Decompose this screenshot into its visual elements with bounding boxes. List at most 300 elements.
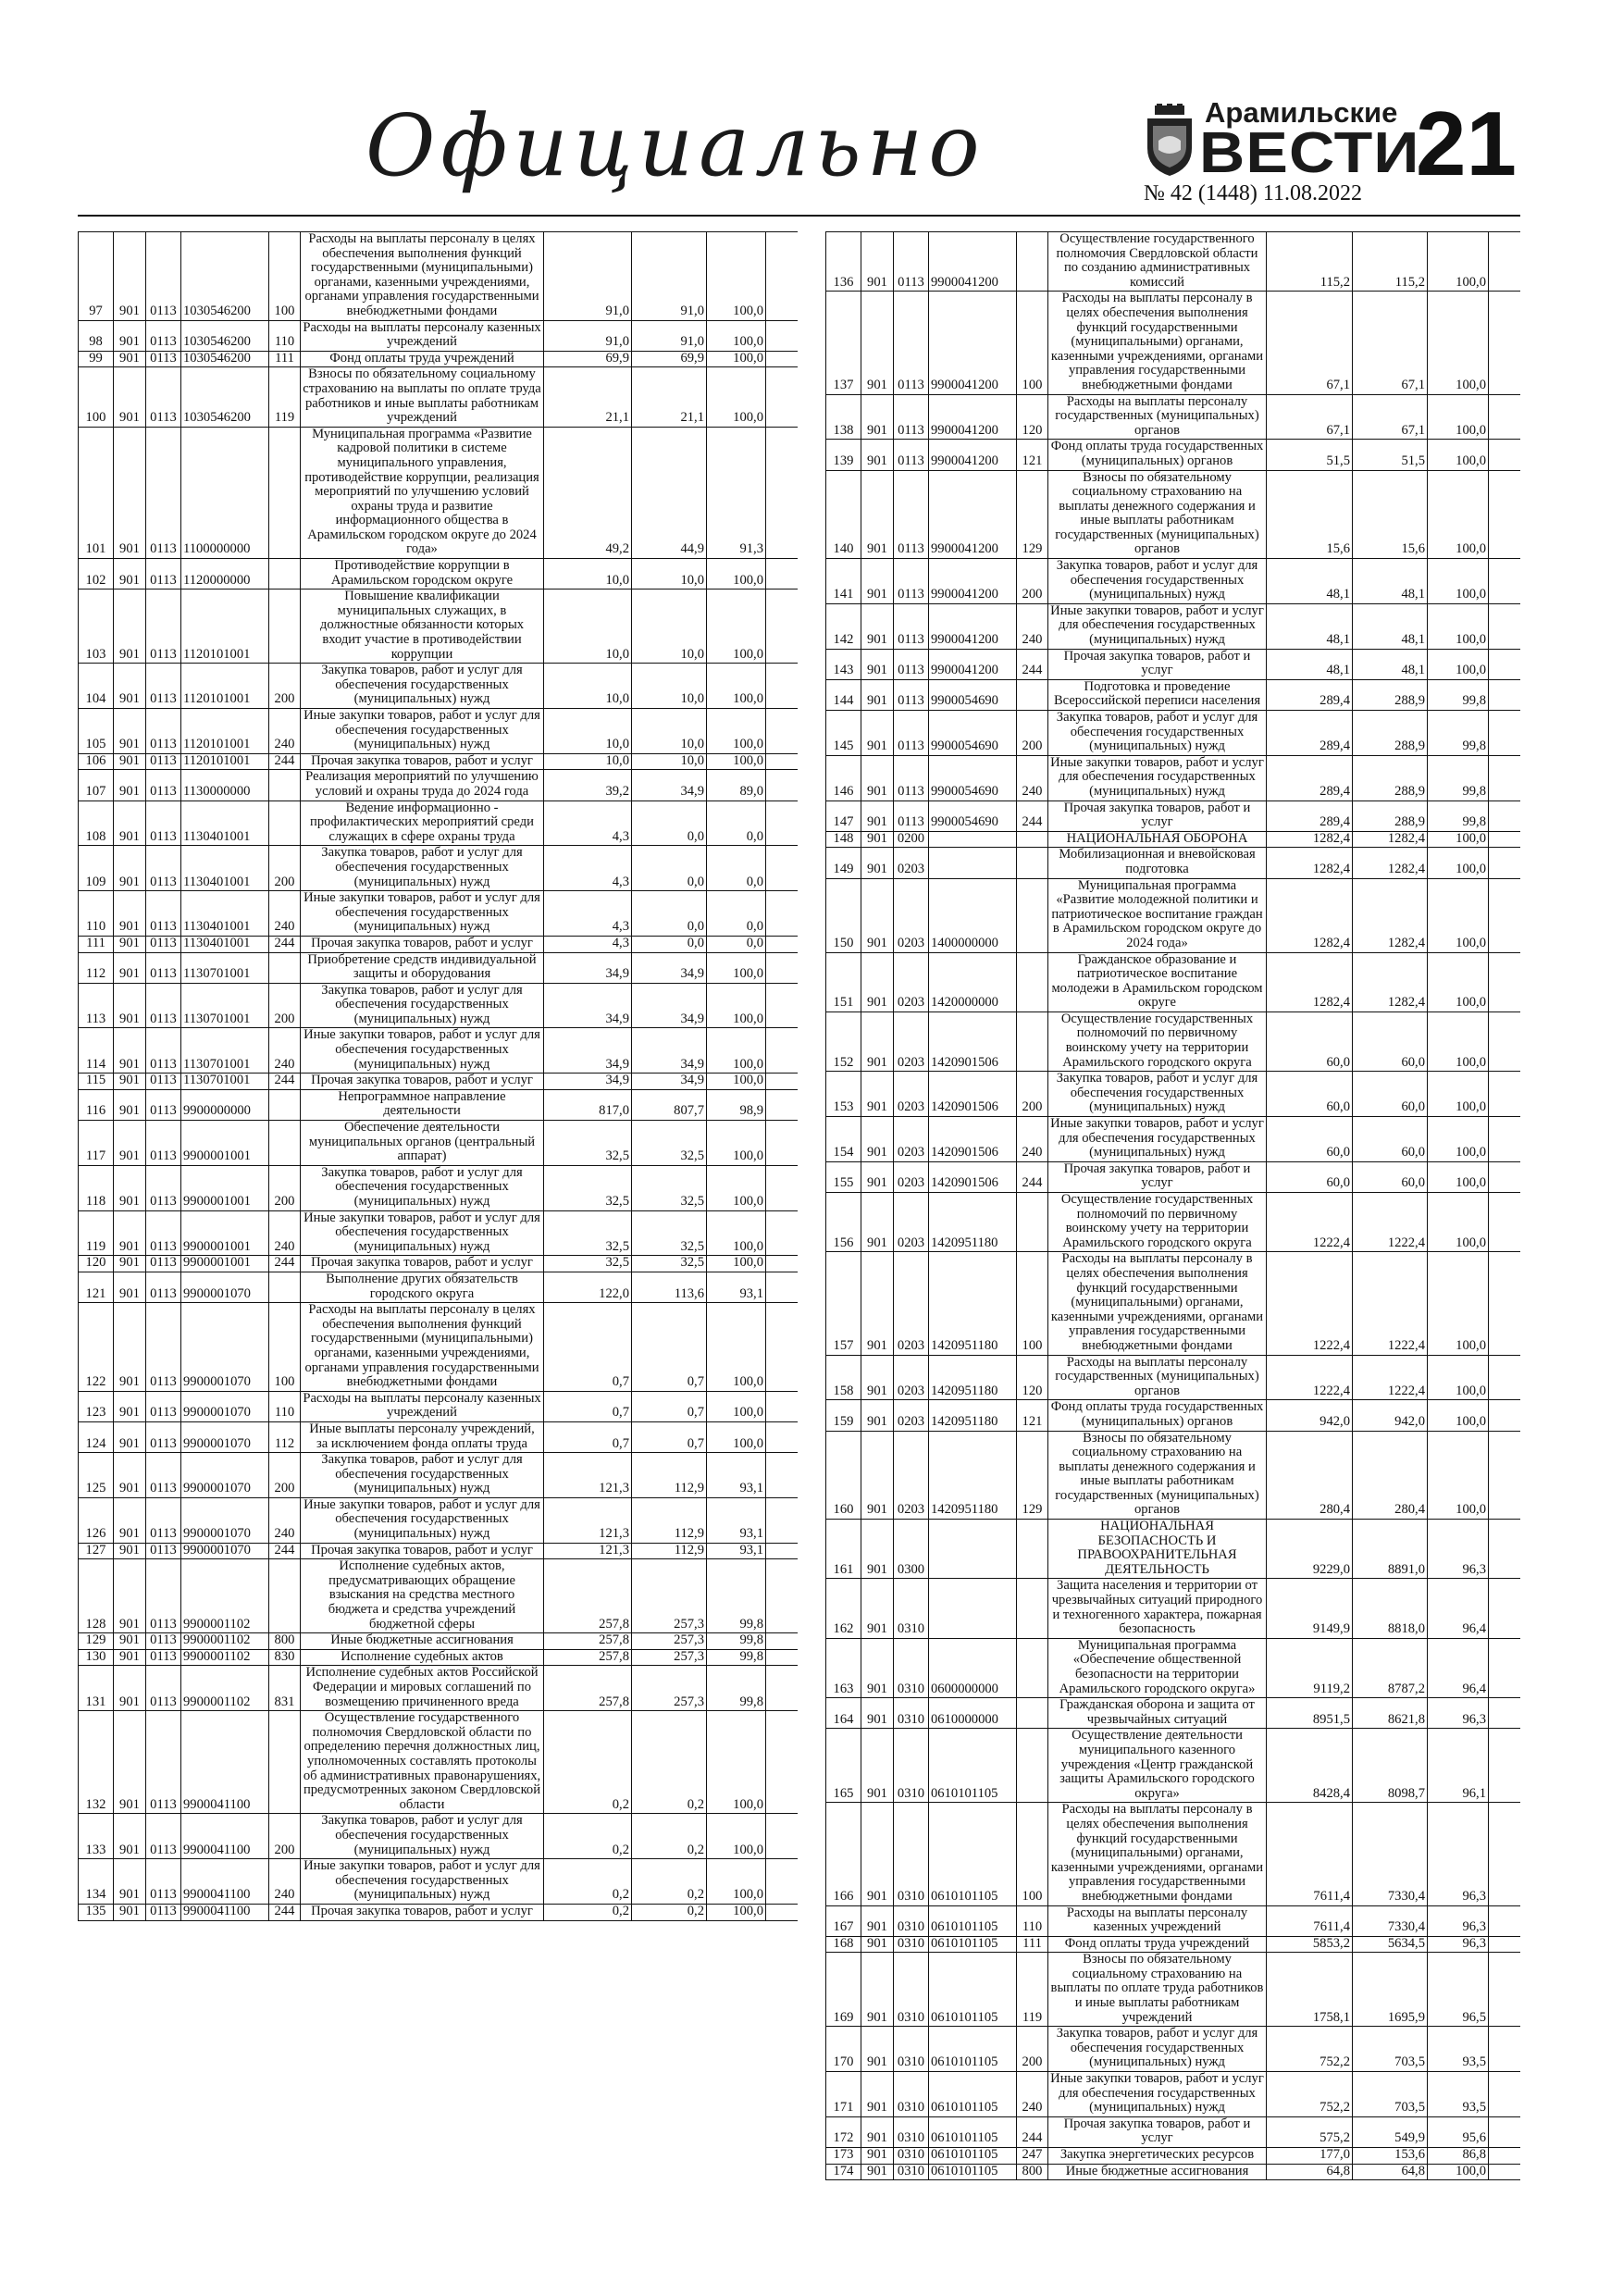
executed-amount: 942,0 bbox=[1353, 1400, 1428, 1430]
expense-type-code bbox=[1017, 1729, 1048, 1802]
table-row bbox=[825, 1400, 1520, 1431]
row-number: 139 bbox=[826, 440, 861, 469]
row-description: Закупка товаров, работ и услуг для обеспечения государственных (муниципальных) нужд bbox=[301, 1453, 544, 1497]
table-row bbox=[825, 395, 1520, 441]
execution-percent: 100,0 bbox=[1428, 471, 1489, 559]
executed-amount: 7330,4 bbox=[1353, 1803, 1428, 1905]
table-row bbox=[78, 1121, 798, 1166]
expense-type-code: 111 bbox=[269, 352, 301, 367]
execution-percent: 100,0 bbox=[707, 1256, 766, 1272]
dept-code: 901 bbox=[114, 754, 146, 770]
expense-type-code bbox=[269, 1559, 301, 1632]
planned-amount: 10,0 bbox=[544, 709, 632, 753]
dept-code: 901 bbox=[114, 1711, 146, 1813]
row-description: Прочая закупка товаров, работ и услуг bbox=[301, 1074, 544, 1089]
expense-type-code: 800 bbox=[1017, 2165, 1048, 2180]
dept-code: 901 bbox=[861, 2117, 894, 2147]
table-row bbox=[78, 1392, 798, 1422]
execution-percent: 99,8 bbox=[707, 1666, 766, 1710]
section-code: 0113 bbox=[146, 352, 181, 367]
section-code: 0113 bbox=[146, 1453, 181, 1497]
coat-of-arms-icon bbox=[1144, 104, 1196, 178]
row-number: 151 bbox=[826, 953, 861, 1011]
planned-amount: 8951,5 bbox=[1267, 1698, 1353, 1728]
planned-amount: 0,2 bbox=[544, 1814, 632, 1858]
execution-percent: 99,8 bbox=[707, 1559, 766, 1632]
section-code: 0203 bbox=[894, 1012, 929, 1071]
execution-percent: 100,0 bbox=[1428, 395, 1489, 440]
target-code: 0610101105 bbox=[929, 2148, 1017, 2164]
dept-code: 901 bbox=[114, 1544, 146, 1559]
table-row bbox=[78, 1422, 798, 1453]
executed-amount: 69,9 bbox=[632, 352, 707, 367]
row-number: 160 bbox=[826, 1432, 861, 1520]
planned-amount: 60,0 bbox=[1267, 1072, 1353, 1116]
section-code: 0203 bbox=[894, 1252, 929, 1354]
expense-type-code: 240 bbox=[269, 891, 301, 936]
row-number: 153 bbox=[826, 1072, 861, 1116]
target-code: 0600000000 bbox=[929, 1639, 1017, 1697]
planned-amount: 9149,9 bbox=[1267, 1579, 1353, 1637]
section-code: 0113 bbox=[146, 1392, 181, 1421]
page-number: 21 bbox=[1416, 93, 1518, 194]
row-number: 123 bbox=[79, 1392, 114, 1421]
row-description: Расходы на выплаты персоналу в целях обеспечения выполнения функций государственными (муниципальными) органами, казенными учреждениями, органами управления государственными внебюджетными фондами bbox=[1048, 1252, 1267, 1354]
execution-percent: 98,9 bbox=[707, 1090, 766, 1120]
planned-amount: 34,9 bbox=[544, 1074, 632, 1089]
execution-percent: 100,0 bbox=[707, 1422, 766, 1452]
section-code: 0113 bbox=[146, 984, 181, 1028]
target-code bbox=[929, 848, 1017, 877]
expense-type-code: 830 bbox=[269, 1650, 301, 1666]
expense-type-code bbox=[269, 770, 301, 800]
section-code: 0203 bbox=[894, 1400, 929, 1430]
executed-amount: 257,3 bbox=[632, 1650, 707, 1666]
expense-type-code: 240 bbox=[269, 1211, 301, 1256]
table-row bbox=[825, 2117, 1520, 2148]
executed-amount: 32,5 bbox=[632, 1211, 707, 1256]
table-row bbox=[78, 1859, 798, 1905]
executed-amount: 1282,4 bbox=[1353, 832, 1428, 848]
target-code: 1130701001 bbox=[181, 953, 269, 983]
table-row bbox=[78, 352, 798, 368]
row-number: 158 bbox=[826, 1356, 861, 1400]
executed-amount: 1282,4 bbox=[1353, 848, 1428, 877]
target-code: 1030546200 bbox=[181, 321, 269, 351]
expense-type-code: 247 bbox=[1017, 2148, 1048, 2164]
execution-percent: 93,5 bbox=[1428, 2072, 1489, 2116]
row-description: Муниципальная программа «Развитие молодежной политики и патриотическое воспитание граждан в Арамильском городском округе до 2024 года» bbox=[1048, 879, 1267, 952]
planned-amount: 115,2 bbox=[1267, 232, 1353, 291]
target-code: 9900001070 bbox=[181, 1453, 269, 1497]
execution-percent: 86,8 bbox=[1428, 2148, 1489, 2164]
section-code: 0113 bbox=[146, 1303, 181, 1391]
row-number: 128 bbox=[79, 1559, 114, 1632]
expense-type-code: 200 bbox=[269, 1166, 301, 1210]
table-row bbox=[78, 1650, 798, 1667]
row-description: Фонд оплаты труда учреждений bbox=[1048, 1937, 1267, 1953]
row-number: 157 bbox=[826, 1252, 861, 1354]
dept-code: 901 bbox=[861, 1356, 894, 1400]
planned-amount: 48,1 bbox=[1267, 650, 1353, 679]
section-code: 0310 bbox=[894, 1953, 929, 2026]
expense-type-code bbox=[269, 428, 301, 558]
executed-amount: 32,5 bbox=[632, 1166, 707, 1210]
execution-percent: 100,0 bbox=[1428, 1432, 1489, 1520]
executed-amount: 1282,4 bbox=[1353, 953, 1428, 1011]
section-code: 0203 bbox=[894, 879, 929, 952]
row-description: Муниципальная программа «Обеспечение общественной безопасности на территории Арамильского городского округа» bbox=[1048, 1639, 1267, 1697]
row-number: 132 bbox=[79, 1711, 114, 1813]
row-description: Иные закупки товаров, работ и услуг для обеспечения государственных (муниципальных) нужд bbox=[301, 709, 544, 753]
dept-code: 901 bbox=[114, 428, 146, 558]
planned-amount: 1282,4 bbox=[1267, 832, 1353, 848]
row-description: Закупка товаров, работ и услуг для обеспечения государственных (муниципальных) нужд bbox=[1048, 2027, 1267, 2071]
target-code: 1420951180 bbox=[929, 1432, 1017, 1520]
execution-percent: 93,1 bbox=[707, 1453, 766, 1497]
planned-amount: 39,2 bbox=[544, 770, 632, 800]
expense-type-code: 119 bbox=[269, 367, 301, 426]
section-code: 0300 bbox=[894, 1520, 929, 1578]
table-row bbox=[825, 604, 1520, 650]
executed-amount: 807,7 bbox=[632, 1090, 707, 1120]
planned-amount: 48,1 bbox=[1267, 559, 1353, 603]
executed-amount: 112,9 bbox=[632, 1498, 707, 1543]
planned-amount: 10,0 bbox=[544, 664, 632, 708]
dept-code: 901 bbox=[861, 2165, 894, 2180]
target-code bbox=[929, 1579, 1017, 1637]
row-description: Прочая закупка товаров, работ и услуг bbox=[1048, 650, 1267, 679]
target-code: 9900041200 bbox=[929, 471, 1017, 559]
budget-table-right bbox=[825, 231, 1520, 2180]
planned-amount: 817,0 bbox=[544, 1090, 632, 1120]
expense-type-code: 200 bbox=[269, 984, 301, 1028]
expense-type-code: 240 bbox=[1017, 756, 1048, 800]
executed-amount: 64,8 bbox=[1353, 2165, 1428, 2180]
expense-type-code: 244 bbox=[1017, 2117, 1048, 2147]
row-number: 133 bbox=[79, 1814, 114, 1858]
target-code: 1130401001 bbox=[181, 846, 269, 890]
row-description: Иные закупки товаров, работ и услуг для обеспечения государственных (муниципальных) нужд bbox=[1048, 1117, 1267, 1161]
row-number: 120 bbox=[79, 1256, 114, 1272]
planned-amount: 257,8 bbox=[544, 1650, 632, 1666]
expense-type-code: 129 bbox=[1017, 471, 1048, 559]
row-description: Взносы по обязательному социальному страхованию на выплаты по оплате труда работников и иные выплаты работникам учреждений bbox=[301, 367, 544, 426]
row-description: Защита населения и территории от чрезвычайных ситуаций природного и техногенного характера, пожарная безопасность bbox=[1048, 1579, 1267, 1637]
row-number: 130 bbox=[79, 1650, 114, 1666]
planned-amount: 4,3 bbox=[544, 801, 632, 846]
row-description: Закупка энергетических ресурсов bbox=[1048, 2148, 1267, 2164]
row-description: Расходы на выплаты персоналу государственных (муниципальных) органов bbox=[1048, 395, 1267, 440]
dept-code: 901 bbox=[861, 1906, 894, 1936]
row-number: 111 bbox=[79, 937, 114, 952]
target-code: 0610101105 bbox=[929, 1803, 1017, 1905]
dept-code: 901 bbox=[861, 879, 894, 952]
row-description: Подготовка и проведение Всероссийской переписи населения bbox=[1048, 680, 1267, 710]
execution-percent: 100,0 bbox=[707, 1074, 766, 1089]
expense-type-code bbox=[269, 1272, 301, 1302]
executed-amount: 48,1 bbox=[1353, 604, 1428, 649]
target-code: 1120101001 bbox=[181, 664, 269, 708]
expense-type-code bbox=[269, 590, 301, 663]
expense-type-code: 800 bbox=[269, 1633, 301, 1649]
table-row bbox=[78, 1074, 798, 1090]
expense-type-code bbox=[1017, 1698, 1048, 1728]
table-row bbox=[825, 832, 1520, 849]
dept-code: 901 bbox=[861, 1193, 894, 1251]
row-number: 117 bbox=[79, 1121, 114, 1165]
row-description: Фонд оплаты труда государственных (муниципальных) органов bbox=[1048, 1400, 1267, 1430]
row-number: 165 bbox=[826, 1729, 861, 1802]
table-row bbox=[78, 1453, 798, 1498]
section-code: 0203 bbox=[894, 1193, 929, 1251]
dept-code: 901 bbox=[114, 664, 146, 708]
table-row bbox=[78, 1166, 798, 1211]
expense-type-code: 240 bbox=[269, 709, 301, 753]
row-description: Прочая закупка товаров, работ и услуг bbox=[1048, 1162, 1267, 1192]
row-number: 163 bbox=[826, 1639, 861, 1697]
row-description: Выполнение других обязательств городского округа bbox=[301, 1272, 544, 1302]
executed-amount: 32,5 bbox=[632, 1256, 707, 1272]
dept-code: 901 bbox=[861, 2148, 894, 2164]
expense-type-code: 100 bbox=[269, 232, 301, 320]
row-description: Иные закупки товаров, работ и услуг для обеспечения государственных (муниципальных) нужд bbox=[1048, 2072, 1267, 2116]
dept-code: 901 bbox=[861, 1729, 894, 1802]
row-description: Закупка товаров, работ и услуг для обеспечения государственных (муниципальных) нужд bbox=[301, 846, 544, 890]
section-code: 0310 bbox=[894, 1937, 929, 1953]
executed-amount: 1222,4 bbox=[1353, 1252, 1428, 1354]
planned-amount: 48,1 bbox=[1267, 604, 1353, 649]
execution-percent: 96,1 bbox=[1428, 1729, 1489, 1802]
expense-type-code: 244 bbox=[269, 1905, 301, 1920]
planned-amount: 4,3 bbox=[544, 891, 632, 936]
row-number: 146 bbox=[826, 756, 861, 800]
execution-percent: 96,5 bbox=[1428, 1953, 1489, 2026]
section-code: 0113 bbox=[146, 1211, 181, 1256]
executed-amount: 0,0 bbox=[632, 891, 707, 936]
dept-code: 901 bbox=[861, 680, 894, 710]
table-row bbox=[825, 1252, 1520, 1355]
executed-amount: 51,5 bbox=[1353, 440, 1428, 469]
section-title: Официально bbox=[365, 96, 985, 195]
target-code: 1030546200 bbox=[181, 367, 269, 426]
section-code: 0113 bbox=[146, 1905, 181, 1920]
logo-top-text: Арамильские bbox=[1205, 96, 1398, 129]
planned-amount: 34,9 bbox=[544, 984, 632, 1028]
table-row bbox=[825, 1803, 1520, 1905]
execution-percent: 100,0 bbox=[1428, 1162, 1489, 1192]
row-number: 108 bbox=[79, 801, 114, 846]
row-description: Иные закупки товаров, работ и услуг для обеспечения государственных (муниципальных) нужд bbox=[301, 891, 544, 936]
planned-amount: 1758,1 bbox=[1267, 1953, 1353, 2026]
execution-percent: 96,3 bbox=[1428, 1937, 1489, 1953]
execution-percent: 100,0 bbox=[1428, 1400, 1489, 1430]
row-description: Иные бюджетные ассигнования bbox=[301, 1633, 544, 1649]
execution-percent: 100,0 bbox=[707, 984, 766, 1028]
row-number: 148 bbox=[826, 832, 861, 848]
target-code: 0610101105 bbox=[929, 1937, 1017, 1953]
execution-percent: 100,0 bbox=[707, 1303, 766, 1391]
execution-percent: 100,0 bbox=[707, 1814, 766, 1858]
section-code: 0203 bbox=[894, 1072, 929, 1116]
row-number: 105 bbox=[79, 709, 114, 753]
execution-percent: 100,0 bbox=[707, 1711, 766, 1813]
row-number: 156 bbox=[826, 1193, 861, 1251]
target-code: 1120101001 bbox=[181, 709, 269, 753]
table-row bbox=[825, 650, 1520, 680]
target-code: 1420901506 bbox=[929, 1072, 1017, 1116]
table-row bbox=[825, 756, 1520, 801]
executed-amount: 0,2 bbox=[632, 1814, 707, 1858]
section-code: 0113 bbox=[146, 1650, 181, 1666]
target-code: 1130000000 bbox=[181, 770, 269, 800]
row-description: Гражданская оборона и защита от чрезвычайных ситуаций bbox=[1048, 1698, 1267, 1728]
row-number: 141 bbox=[826, 559, 861, 603]
expense-type-code bbox=[1017, 1579, 1048, 1637]
row-description: Осуществление государственного полномочия Свердловской области по созданию административных комиссий bbox=[1048, 232, 1267, 291]
planned-amount: 91,0 bbox=[544, 232, 632, 320]
dept-code: 901 bbox=[114, 953, 146, 983]
execution-percent: 96,3 bbox=[1428, 1520, 1489, 1578]
planned-amount: 9229,0 bbox=[1267, 1520, 1353, 1578]
row-number: 166 bbox=[826, 1803, 861, 1905]
expense-type-code bbox=[269, 953, 301, 983]
section-code: 0113 bbox=[146, 709, 181, 753]
row-description: Прочая закупка товаров, работ и услуг bbox=[301, 937, 544, 952]
dept-code: 901 bbox=[861, 1072, 894, 1116]
dept-code: 901 bbox=[114, 846, 146, 890]
dept-code: 901 bbox=[861, 232, 894, 291]
target-code bbox=[929, 1520, 1017, 1578]
execution-percent: 100,0 bbox=[707, 664, 766, 708]
section-code: 0113 bbox=[146, 846, 181, 890]
section-code: 0113 bbox=[146, 321, 181, 351]
execution-percent: 100,0 bbox=[707, 367, 766, 426]
table-row bbox=[825, 1356, 1520, 1401]
planned-amount: 177,0 bbox=[1267, 2148, 1353, 2164]
section-code: 0113 bbox=[894, 232, 929, 291]
dept-code: 901 bbox=[861, 1639, 894, 1697]
table-row bbox=[825, 711, 1520, 756]
section-code: 0113 bbox=[146, 1121, 181, 1165]
logo-main-text: ВЕСТИ bbox=[1199, 121, 1420, 185]
row-description: Закупка товаров, работ и услуг для обеспечения государственных (муниципальных) нужд bbox=[301, 1814, 544, 1858]
executed-amount: 34,9 bbox=[632, 1074, 707, 1089]
expense-type-code bbox=[1017, 848, 1048, 877]
row-number: 119 bbox=[79, 1211, 114, 1256]
expense-type-code: 244 bbox=[269, 1544, 301, 1559]
section-code: 0113 bbox=[894, 559, 929, 603]
row-description: Расходы на выплаты персоналу в целях обеспечения выполнения функций государственными (муниципальными) органами, казенными учреждениями, органами управления государственными внебюджетными фондами bbox=[301, 1303, 544, 1391]
target-code: 9900001001 bbox=[181, 1211, 269, 1256]
target-code: 9900041200 bbox=[929, 440, 1017, 469]
table-row bbox=[78, 1090, 798, 1121]
executed-amount: 0,7 bbox=[632, 1422, 707, 1452]
executed-amount: 8818,0 bbox=[1353, 1579, 1428, 1637]
expense-type-code: 240 bbox=[1017, 604, 1048, 649]
execution-percent: 0,0 bbox=[707, 937, 766, 952]
target-code: 0610101105 bbox=[929, 1729, 1017, 1802]
row-number: 98 bbox=[79, 321, 114, 351]
row-description: Прочая закупка товаров, работ и услуг bbox=[1048, 801, 1267, 831]
executed-amount: 1695,9 bbox=[1353, 1953, 1428, 2026]
expense-type-code: 121 bbox=[1017, 440, 1048, 469]
planned-amount: 1222,4 bbox=[1267, 1252, 1353, 1354]
row-description: Закупка товаров, работ и услуг для обеспечения государственных (муниципальных) нужд bbox=[301, 1166, 544, 1210]
executed-amount: 288,9 bbox=[1353, 756, 1428, 800]
section-code: 0113 bbox=[146, 1166, 181, 1210]
target-code: 9900041100 bbox=[181, 1814, 269, 1858]
target-code: 9900001102 bbox=[181, 1666, 269, 1710]
expense-type-code bbox=[269, 559, 301, 589]
target-code: 9900041100 bbox=[181, 1711, 269, 1813]
executed-amount: 34,9 bbox=[632, 984, 707, 1028]
expense-type-code bbox=[1017, 1520, 1048, 1578]
target-code: 1130401001 bbox=[181, 891, 269, 936]
target-code: 1400000000 bbox=[929, 879, 1017, 952]
table-row bbox=[825, 1639, 1520, 1698]
execution-percent: 100,0 bbox=[1428, 559, 1489, 603]
row-number: 147 bbox=[826, 801, 861, 831]
row-number: 172 bbox=[826, 2117, 861, 2147]
row-description: Расходы на выплаты персоналу государственных (муниципальных) органов bbox=[1048, 1356, 1267, 1400]
planned-amount: 32,5 bbox=[544, 1211, 632, 1256]
execution-percent: 100,0 bbox=[707, 232, 766, 320]
target-code: 0610101105 bbox=[929, 1906, 1017, 1936]
planned-amount: 15,6 bbox=[1267, 471, 1353, 559]
execution-percent: 100,0 bbox=[707, 1859, 766, 1904]
expense-type-code: 244 bbox=[1017, 801, 1048, 831]
section-code: 0113 bbox=[894, 604, 929, 649]
table-row bbox=[78, 984, 798, 1029]
section-code: 0310 bbox=[894, 2117, 929, 2147]
planned-amount: 10,0 bbox=[544, 754, 632, 770]
execution-percent: 100,0 bbox=[1428, 1012, 1489, 1071]
expense-type-code: 244 bbox=[269, 937, 301, 952]
planned-amount: 10,0 bbox=[544, 559, 632, 589]
row-description: Взносы по обязательному социальному страхованию на выплаты по оплате труда работников и иные выплаты работникам учреждений bbox=[1048, 1953, 1267, 2026]
section-code: 0113 bbox=[146, 801, 181, 846]
dept-code: 901 bbox=[861, 292, 894, 393]
dept-code: 901 bbox=[114, 1392, 146, 1421]
target-code: 9900054690 bbox=[929, 801, 1017, 831]
execution-percent: 100,0 bbox=[1428, 1252, 1489, 1354]
planned-amount: 9119,2 bbox=[1267, 1639, 1353, 1697]
dept-code: 901 bbox=[114, 232, 146, 320]
row-number: 104 bbox=[79, 664, 114, 708]
row-number: 107 bbox=[79, 770, 114, 800]
section-code: 0113 bbox=[146, 1090, 181, 1120]
expense-type-code: 121 bbox=[1017, 1400, 1048, 1430]
dept-code: 901 bbox=[861, 801, 894, 831]
table-row bbox=[825, 2165, 1520, 2181]
section-code: 0203 bbox=[894, 848, 929, 877]
section-code: 0113 bbox=[146, 1074, 181, 1089]
section-code: 0203 bbox=[894, 1432, 929, 1520]
row-description: Закупка товаров, работ и услуг для обеспечения государственных (муниципальных) нужд bbox=[1048, 711, 1267, 755]
expense-type-code: 244 bbox=[269, 754, 301, 770]
row-number: 102 bbox=[79, 559, 114, 589]
execution-percent: 0,0 bbox=[707, 846, 766, 890]
row-description: Осуществление государственных полномочий по первичному воинскому учету на территории Арамильского городского округа bbox=[1048, 1193, 1267, 1251]
planned-amount: 51,5 bbox=[1267, 440, 1353, 469]
executed-amount: 0,2 bbox=[632, 1859, 707, 1904]
row-description: Исполнение судебных актов Российской Федерации и мировых соглашений по возмещению причиненного вреда bbox=[301, 1666, 544, 1710]
row-description: Закупка товаров, работ и услуг для обеспечения государственных (муниципальных) нужд bbox=[1048, 1072, 1267, 1116]
expense-type-code: 240 bbox=[269, 1498, 301, 1543]
planned-amount: 32,5 bbox=[544, 1166, 632, 1210]
executed-amount: 288,9 bbox=[1353, 711, 1428, 755]
